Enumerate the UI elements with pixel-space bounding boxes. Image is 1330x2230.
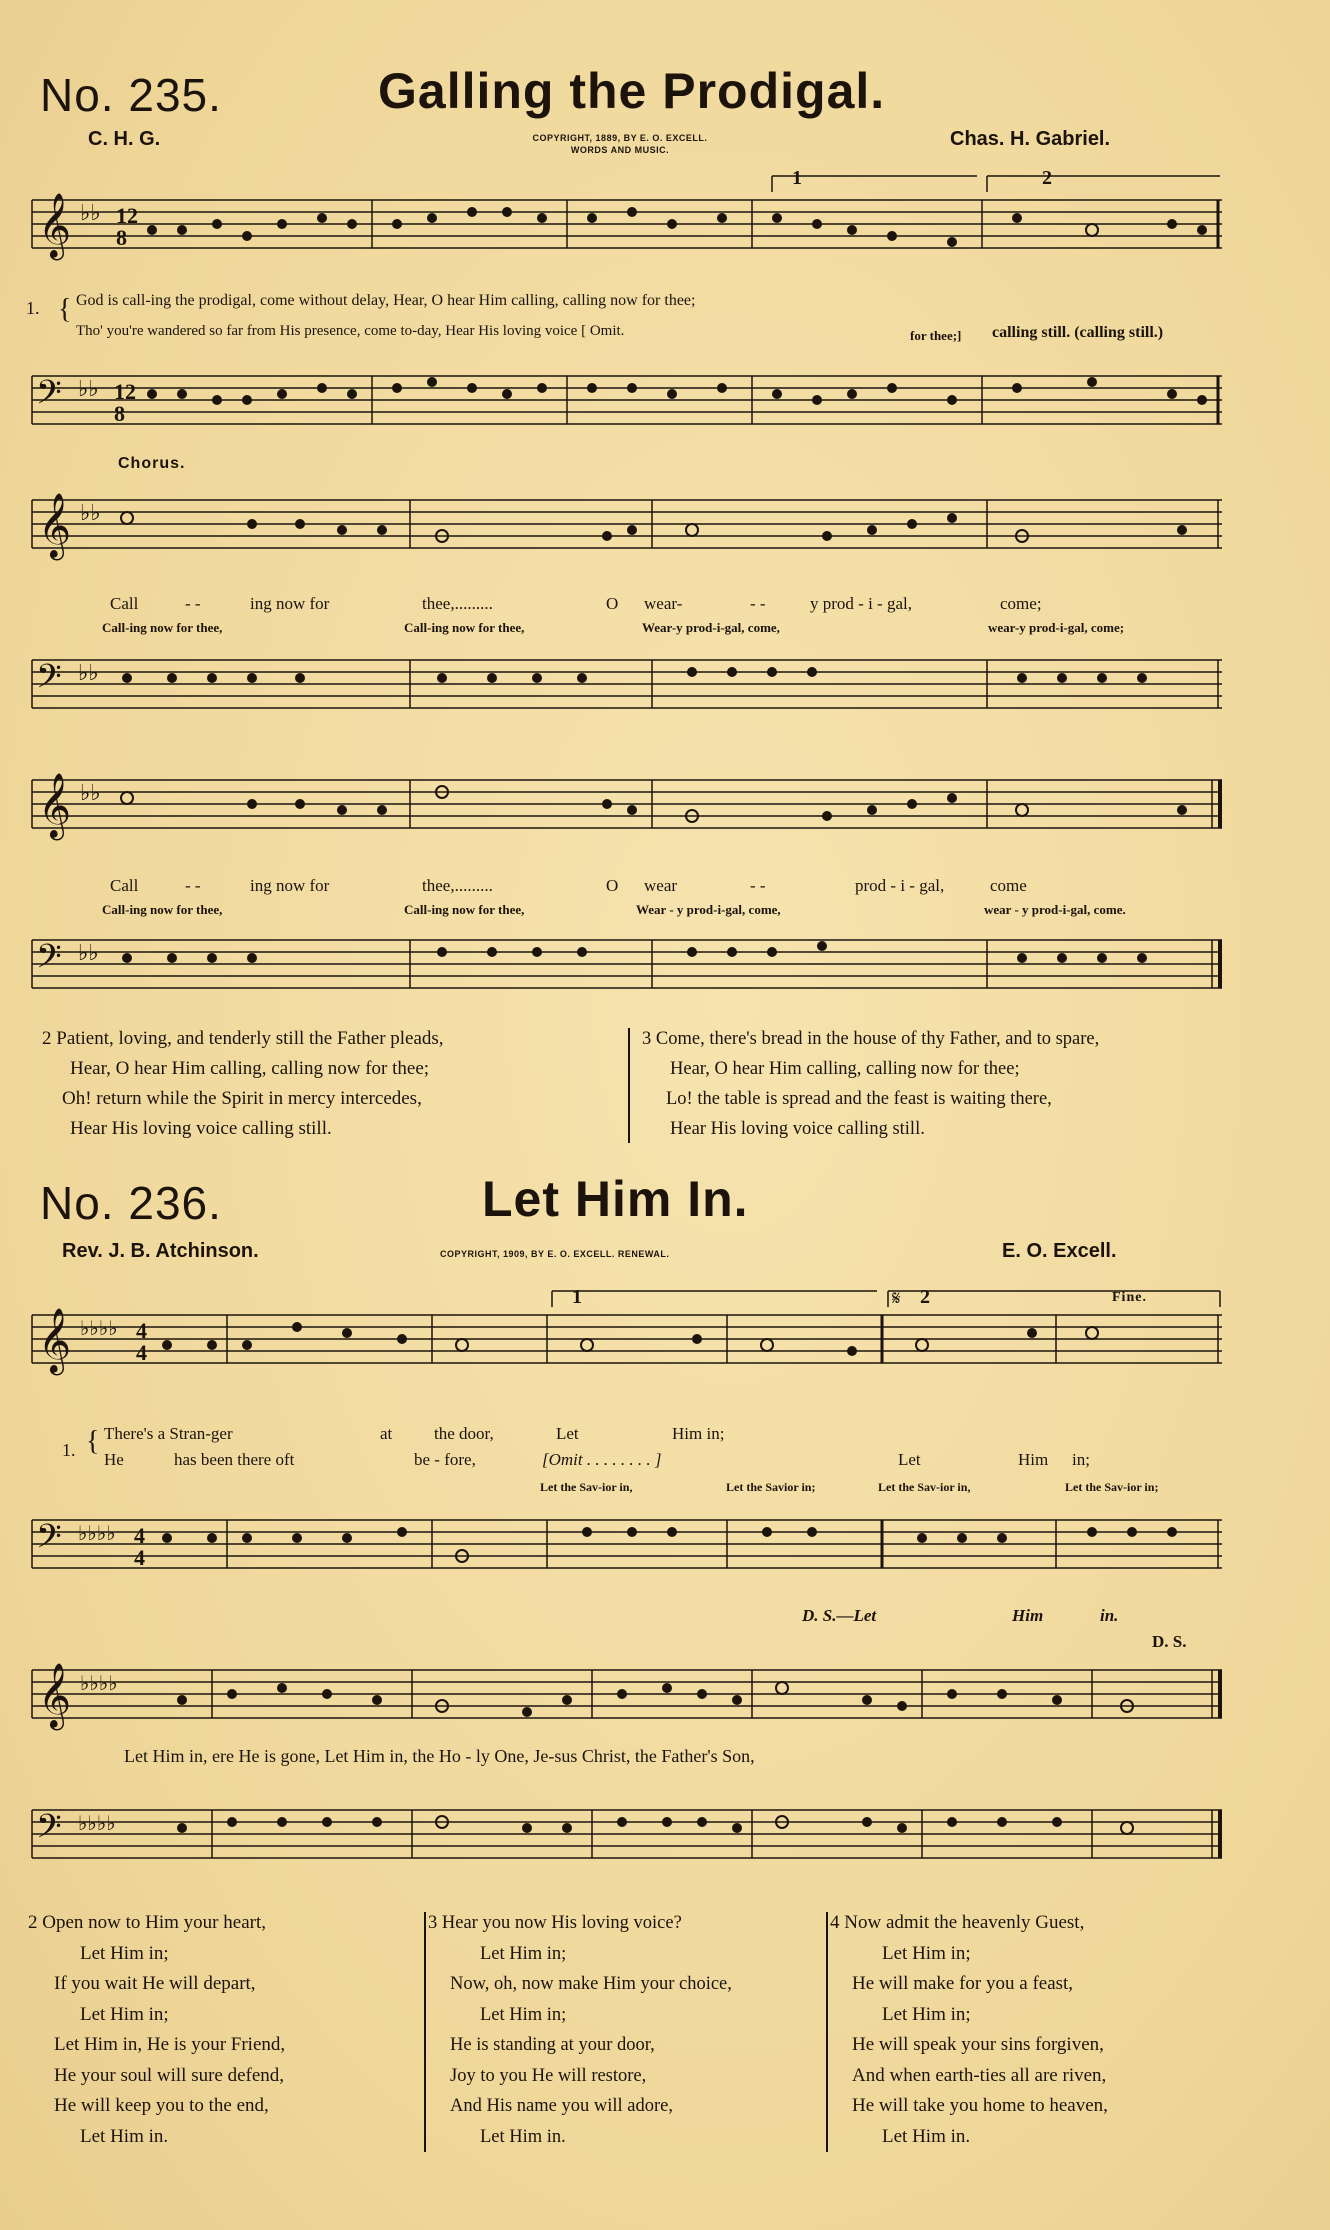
verse-line: Joy to you He will restore, xyxy=(450,2065,647,2086)
copyright-line-2: WORDS AND MUSIC. xyxy=(570,145,670,155)
verse-word: in; xyxy=(1072,1450,1090,1469)
hymn-235-author: C. H. G. xyxy=(88,128,161,150)
verse-line: 3 Come, there's bread in the house of thy Father, and to spare, xyxy=(642,1029,1100,1049)
hymn-236-number: No. 236. xyxy=(40,1177,222,1229)
chorus-2-word: prod - i - gal, xyxy=(855,876,945,895)
svg-text:♭♭♭♭: ♭♭♭♭ xyxy=(78,1523,116,1545)
verse-line: Hear His loving voice calling still. xyxy=(70,1118,332,1139)
hymn-236-system-2-bass xyxy=(32,1800,1232,1880)
chorus-1-echo: Call-ing now for thee, xyxy=(404,620,525,635)
verse-line: 2 Open now to Him your heart, xyxy=(28,1912,266,1933)
svg-text:8: 8 xyxy=(114,401,125,426)
verse-line: Let Him in; xyxy=(80,2003,169,2025)
svg-text:♭♭: ♭♭ xyxy=(80,200,101,225)
hymn-236-verse-2 xyxy=(28,1908,285,2152)
verse-line: Let Him in; xyxy=(882,2003,971,2025)
chorus-1-word: come; xyxy=(1000,594,1042,613)
hymn-235-chorus-1-treble xyxy=(32,490,1232,570)
hymn-236-author: Rev. J. B. Atchinson. xyxy=(62,1240,259,1262)
ending-2-bracket-label: 2 xyxy=(920,1286,930,1308)
hymn-236-title: Let Him In. xyxy=(482,1171,749,1227)
svg-text:♭♭: ♭♭ xyxy=(80,500,101,525)
svg-text:♭♭: ♭♭ xyxy=(78,660,99,685)
ending-2-bracket-label: 2 xyxy=(1042,167,1052,189)
svg-text:♭♭♭♭: ♭♭♭♭ xyxy=(80,1673,118,1695)
svg-text:𝄞: 𝄞 xyxy=(38,493,72,558)
chorus-2-word: - - xyxy=(185,876,201,895)
chorus-1-word: thee,......... xyxy=(422,594,493,613)
verse-brace: { xyxy=(58,294,72,325)
hymn-235-verse-2 xyxy=(42,1024,444,1144)
hymn-235-title: Galling the Prodigal. xyxy=(378,63,886,119)
verse-line: He will keep you to the end, xyxy=(54,2095,269,2116)
echo-lyric: Let the Sav-ior in, xyxy=(878,1480,971,1494)
verse-line: He is standing at your door, xyxy=(450,2035,655,2055)
chorus-2-word: Call xyxy=(110,876,139,895)
hymn-235-number: No. 235. xyxy=(40,69,222,121)
echo-lyric: Let the Sav-ior in; xyxy=(1065,1480,1159,1494)
fine-label: Fine. xyxy=(1112,1290,1147,1305)
svg-text:8: 8 xyxy=(116,225,127,250)
chorus-2-echo: Call-ing now for thee, xyxy=(404,902,525,917)
ds-in: in. xyxy=(1100,1606,1119,1625)
chorus-2-word: thee,......... xyxy=(422,876,493,895)
svg-text:𝄢: 𝄢 xyxy=(36,658,62,704)
verse-word: Him in; xyxy=(672,1424,725,1443)
svg-text:𝄢: 𝄢 xyxy=(36,374,62,420)
chorus-2-echo: Wear - y prod-i-gal, come, xyxy=(636,902,781,917)
svg-text:4: 4 xyxy=(136,1318,147,1343)
verse-number: 1. xyxy=(62,1440,76,1460)
verse-word: He xyxy=(104,1450,124,1469)
svg-text:𝄢: 𝄢 xyxy=(36,1808,62,1854)
svg-text:𝄞: 𝄞 xyxy=(38,193,72,258)
chorus-1-echo: Wear-y prod-i-gal, come, xyxy=(642,620,780,635)
verse-divider xyxy=(628,1028,630,1143)
echo-lyric: Let the Savior in; xyxy=(726,1480,816,1494)
verse-1-line-2: Tho' you're wandered so far from His presence, come to-day, Hear His loving voice [ Omit. xyxy=(76,323,625,339)
verse-line: 2 Patient, loving, and tenderly still the Father pleads, xyxy=(42,1028,444,1049)
verse-line: He will speak your sins forgiven, xyxy=(852,2034,1104,2055)
verse-line: Hear His loving voice calling still. xyxy=(670,1119,925,1139)
svg-text:♭♭: ♭♭ xyxy=(78,940,99,965)
verse-line: Hear, O hear Him calling, calling now for thee; xyxy=(70,1058,430,1079)
svg-text:4: 4 xyxy=(136,1340,147,1365)
verse-brace: { xyxy=(86,1426,100,1457)
hymn-235-verse-3 xyxy=(642,1024,1099,1144)
verse-word: Him xyxy=(1018,1450,1049,1469)
verse-word: at xyxy=(380,1424,393,1443)
svg-text:𝄞: 𝄞 xyxy=(38,773,72,838)
chorus-1-word: O xyxy=(606,594,619,613)
chorus-1-word: - - xyxy=(750,594,766,613)
svg-text:4: 4 xyxy=(134,1523,145,1548)
copyright-line-1: COPYRIGHT, 1889, BY E. O. EXCELL. xyxy=(532,133,708,143)
chorus-label: Chorus. xyxy=(118,455,186,472)
verse-line: 4 Now admit the heavenly Guest, xyxy=(830,1912,1085,1933)
svg-text:𝄞: 𝄞 xyxy=(38,1663,72,1728)
verse-number: 1. xyxy=(26,298,40,318)
verse-1-line-1: God is call-ing the prodigal, come without delay, Hear, O hear Him calling, calling now for thee; xyxy=(76,292,696,309)
segno-icon: 𝄋 xyxy=(892,1286,901,1310)
chorus-2-word: O xyxy=(606,876,619,895)
hymn-236-verse-4 xyxy=(830,1908,1108,2152)
hymn-235-chorus-1-bass xyxy=(32,650,1232,730)
chorus-1-echo: wear-y prod-i-gal, come; xyxy=(988,620,1125,635)
verse-line: Let Him in. xyxy=(480,2126,566,2147)
hymn-236-system-1-bass xyxy=(32,1510,1232,1590)
verse-divider xyxy=(424,1912,426,2152)
chorus-2-word: - - xyxy=(750,876,766,895)
verse-word: [Omit . . . . . . . . ] xyxy=(542,1450,662,1469)
chorus-2-word: come xyxy=(990,876,1027,895)
svg-text:♭♭♭♭: ♭♭♭♭ xyxy=(78,1813,116,1835)
chorus-1-word: - - xyxy=(185,594,201,613)
verse-divider xyxy=(826,1912,828,2152)
verse-word: There's a Stran-ger xyxy=(104,1424,233,1443)
svg-text:12: 12 xyxy=(114,379,136,404)
verse-line: 3 Hear you now His loving voice? xyxy=(428,1913,682,1933)
verse-line: And when earth-ties all are riven, xyxy=(852,2064,1107,2086)
svg-text:12: 12 xyxy=(116,203,138,228)
verse-word: the door, xyxy=(434,1424,494,1443)
hymn-236-refrain: Let Him in, ere He is gone, Let Him in, the Ho - ly One, Je-sus Christ, the Father's Son, xyxy=(124,1746,755,1766)
hymn-236-copyright: COPYRIGHT, 1909, BY E. O. EXCELL. RENEWAL. xyxy=(440,1249,670,1259)
svg-text:𝄢: 𝄢 xyxy=(36,1518,62,1564)
verse-word: Let xyxy=(898,1450,921,1469)
verse-line: He will make for you a feast, xyxy=(852,1973,1074,1994)
verse-1-end: calling still. (calling still.) xyxy=(992,324,1164,341)
ds-him: Him xyxy=(1012,1606,1044,1625)
verse-line: Let Him in; xyxy=(480,1943,567,1964)
verse-line: Lo! the table is spread and the feast is waiting there, xyxy=(666,1089,1052,1109)
hymn-236-verse-3 xyxy=(428,1908,732,2152)
chorus-1-word: y prod - i - gal, xyxy=(810,594,912,613)
chorus-1-word: wear- xyxy=(644,594,683,613)
verse-line: Let Him in. xyxy=(882,2125,971,2147)
chorus-2-echo: Call-ing now for thee, xyxy=(102,902,223,917)
verse-line: Let Him in; xyxy=(80,1942,169,1964)
verse-line: Hear, O hear Him calling, calling now for thee; xyxy=(670,1059,1020,1079)
svg-text:4: 4 xyxy=(134,1545,145,1570)
ds-label xyxy=(802,1606,876,1626)
hymn-235-system-1-bass xyxy=(32,366,1232,446)
verse-line: He your soul will sure defend, xyxy=(54,2064,285,2086)
hymn-235-system-1-treble xyxy=(32,167,1232,270)
chorus-2-echo: wear - y prod-i-gal, come. xyxy=(984,902,1126,917)
hymn-235-chorus-2-bass xyxy=(32,930,1232,1010)
verse-word: Let xyxy=(556,1424,579,1443)
verse-line: Let Him in; xyxy=(480,2004,567,2025)
hymn-235-chorus-2-treble xyxy=(32,770,1232,850)
svg-text:♭♭: ♭♭ xyxy=(80,780,101,805)
verse-line: He will take you home to heaven, xyxy=(852,2095,1108,2116)
ending-1-bracket-label: 1 xyxy=(572,1286,582,1308)
hymn-236-composer: E. O. Excell. xyxy=(1002,1240,1117,1262)
svg-text:♭♭: ♭♭ xyxy=(78,376,99,401)
chorus-1-word: Call xyxy=(110,594,139,613)
svg-text:𝄢: 𝄢 xyxy=(36,938,62,984)
ending-1-bracket-label: 1 xyxy=(792,167,802,189)
verse-word: be - fore, xyxy=(414,1450,476,1469)
verse-line: Let Him in; xyxy=(882,1942,971,1964)
chorus-2-word: wear xyxy=(644,876,678,895)
svg-text:𝄞: 𝄞 xyxy=(38,1308,72,1373)
verse-line: Now, oh, now make Him your choice, xyxy=(450,1974,732,1994)
ds-let: D. S.—Let xyxy=(802,1606,877,1625)
svg-text:♭♭♭♭: ♭♭♭♭ xyxy=(80,1318,118,1340)
ds-mark: D. S. xyxy=(1152,1632,1187,1651)
hymn-235-composer: Chas. H. Gabriel. xyxy=(950,128,1111,150)
hymn-235-copyright xyxy=(470,132,770,156)
verse-line: Oh! return while the Spirit in mercy intercedes, xyxy=(62,1088,422,1109)
chorus-1-echo: Call-ing now for thee, xyxy=(102,620,223,635)
verse-line: Let Him in. xyxy=(80,2125,169,2147)
verse-line: If you wait He will depart, xyxy=(54,1973,256,1994)
verse-line: And His name you will adore, xyxy=(450,2096,673,2116)
verse-1-forthee: for thee;] xyxy=(910,328,962,343)
echo-lyric: Let the Sav-ior in, xyxy=(540,1480,633,1494)
chorus-1-word: ing now for xyxy=(250,594,330,613)
verse-line: Let Him in, He is your Friend, xyxy=(54,2034,286,2055)
hymn-236-system-2-treble xyxy=(32,1660,1232,1740)
chorus-2-word: ing now for xyxy=(250,876,330,895)
verse-word: has been there oft xyxy=(174,1450,295,1469)
